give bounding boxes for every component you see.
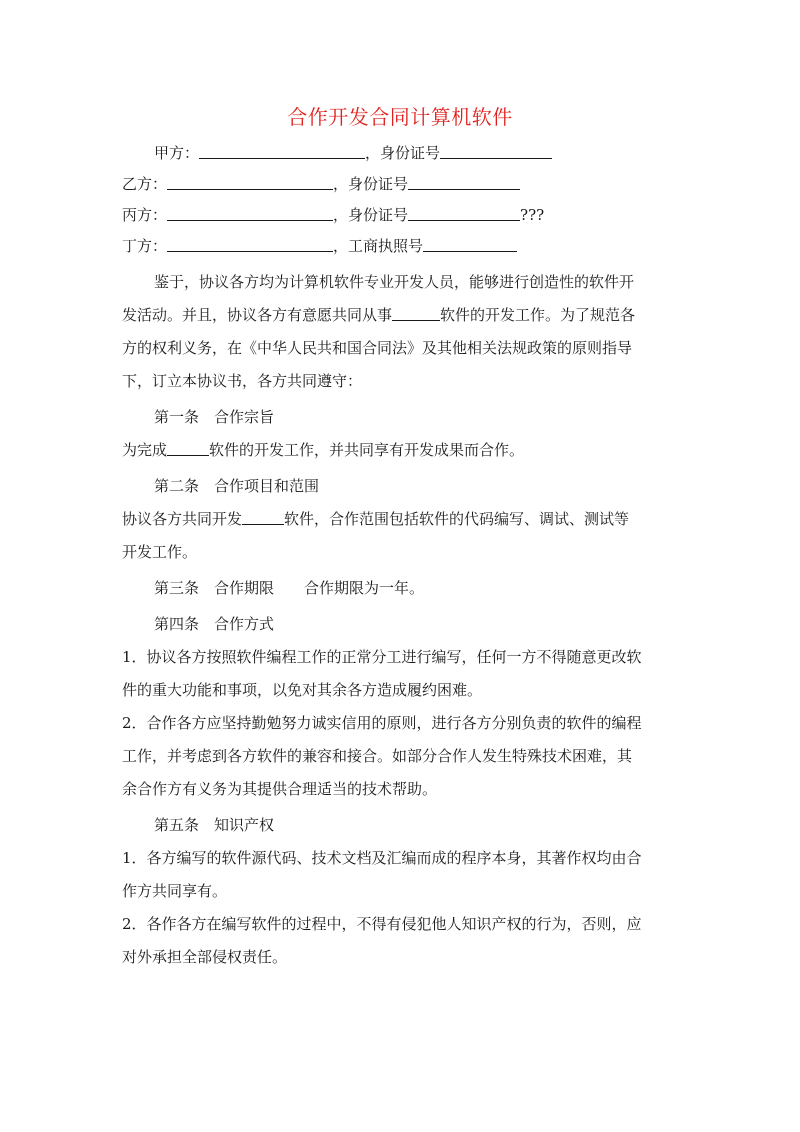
- article-2-software-blank: [242, 510, 284, 525]
- article-5-heading: 第五条 知识产权: [154, 816, 275, 834]
- article-5-line-2: 作方共同享有。: [122, 882, 228, 900]
- party-jia-id-blank: [440, 144, 552, 159]
- party-yi-name-blank: [167, 175, 333, 190]
- article-2-heading: 第二条 合作项目和范围: [154, 477, 320, 495]
- party-bing-label: 丙方：: [122, 206, 168, 224]
- article-5-line-4: 对外承担全部侵权责任。: [122, 948, 288, 966]
- article-3-text: 合作期限为一年。: [304, 579, 425, 597]
- article-2-body-line-1: [122, 509, 682, 529]
- article-1-body: [122, 440, 682, 460]
- article-4-heading: 第四条 合作方式: [154, 615, 275, 633]
- party-yi-label: 乙方：: [122, 175, 168, 193]
- party-ding-id-label: ，工商执照号: [333, 237, 424, 255]
- party-ding-line: [122, 236, 682, 256]
- preamble-software-blank: [392, 306, 440, 321]
- party-bing-line: [122, 205, 682, 225]
- party-jia-line: [154, 143, 714, 163]
- article-1-post: 软件的开发工作，并共同享有开发成果而合作。: [209, 441, 525, 459]
- party-bing-suffix: ???: [520, 206, 545, 224]
- preamble-line-3: 方的权利义务，在《中华人民共和国合同法》及其他相关法规政策的原则指导: [122, 339, 633, 357]
- article-1-software-blank: [167, 441, 209, 456]
- article-3-heading: 第三条 合作期限: [154, 579, 275, 597]
- article-4-line-1: 1．协议各方按照软件编程工作的正常分工进行编写，任何一方不得随意更改软: [122, 648, 642, 666]
- party-jia-label: 甲方：: [154, 144, 200, 162]
- party-bing-name-blank: [167, 206, 333, 221]
- article-1-heading: 第一条 合作宗旨: [154, 408, 275, 426]
- preamble-line-2: [122, 305, 682, 325]
- party-ding-name-blank: [167, 237, 333, 252]
- preamble-line-2-text: 发活动。并且，协议各方有意愿共同从事: [122, 306, 393, 324]
- party-jia-id-label: ，身份证号: [365, 144, 441, 162]
- article-4-line-3: 2．合作各方应坚持勤勉努力诚实信用的原则，进行各方分别负责的软件的编程: [122, 714, 642, 732]
- party-jia-name-blank: [199, 144, 365, 159]
- party-yi-id-blank: [408, 175, 520, 190]
- party-yi-id-label: ，身份证号: [333, 175, 409, 193]
- preamble-line-2-tail: 软件的开发工作。为了规范各: [440, 306, 636, 324]
- preamble-line-4: 下，订立本协议书，各方共同遵守：: [122, 372, 363, 390]
- party-bing-id-blank: [408, 206, 520, 221]
- article-2-post: 软件，合作范围包括软件的代码编写、调试、测试等: [284, 510, 630, 528]
- article-2-body-line-2: 开发工作。: [122, 543, 198, 561]
- article-1-pre: 为完成: [122, 441, 168, 459]
- article-5-line-1: 1．各方编写的软件源代码、技术文档及汇编而成的程序本身，其著作权均由合: [122, 849, 642, 867]
- article-3-line: [154, 578, 714, 598]
- party-ding-label: 丁方：: [122, 237, 168, 255]
- document-title: 合作开发合同计算机软件: [287, 105, 513, 129]
- preamble-line-1: 鉴于，协议各方均为计算机软件专业开发人员，能够进行创造性的软件开: [154, 273, 635, 291]
- article-4-line-2: 件的重大功能和事项，以免对其余各方造成履约困难。: [122, 681, 483, 699]
- article-5-line-3: 2．各作各方在编写软件的过程中，不得有侵犯他人知识产权的行为，否则，应: [122, 915, 642, 933]
- article-4-line-5: 余合作方有义务为其提供合理适当的技术帮助。: [122, 780, 438, 798]
- article-4-line-4: 工作，并考虑到各方软件的兼容和接合。如部分合作人发生特殊技术困难，其: [122, 747, 633, 765]
- party-bing-id-label: ，身份证号: [333, 206, 409, 224]
- party-ding-id-blank: [423, 237, 517, 252]
- party-yi-line: [122, 174, 682, 194]
- article-2-pre: 协议各方共同开发: [122, 510, 243, 528]
